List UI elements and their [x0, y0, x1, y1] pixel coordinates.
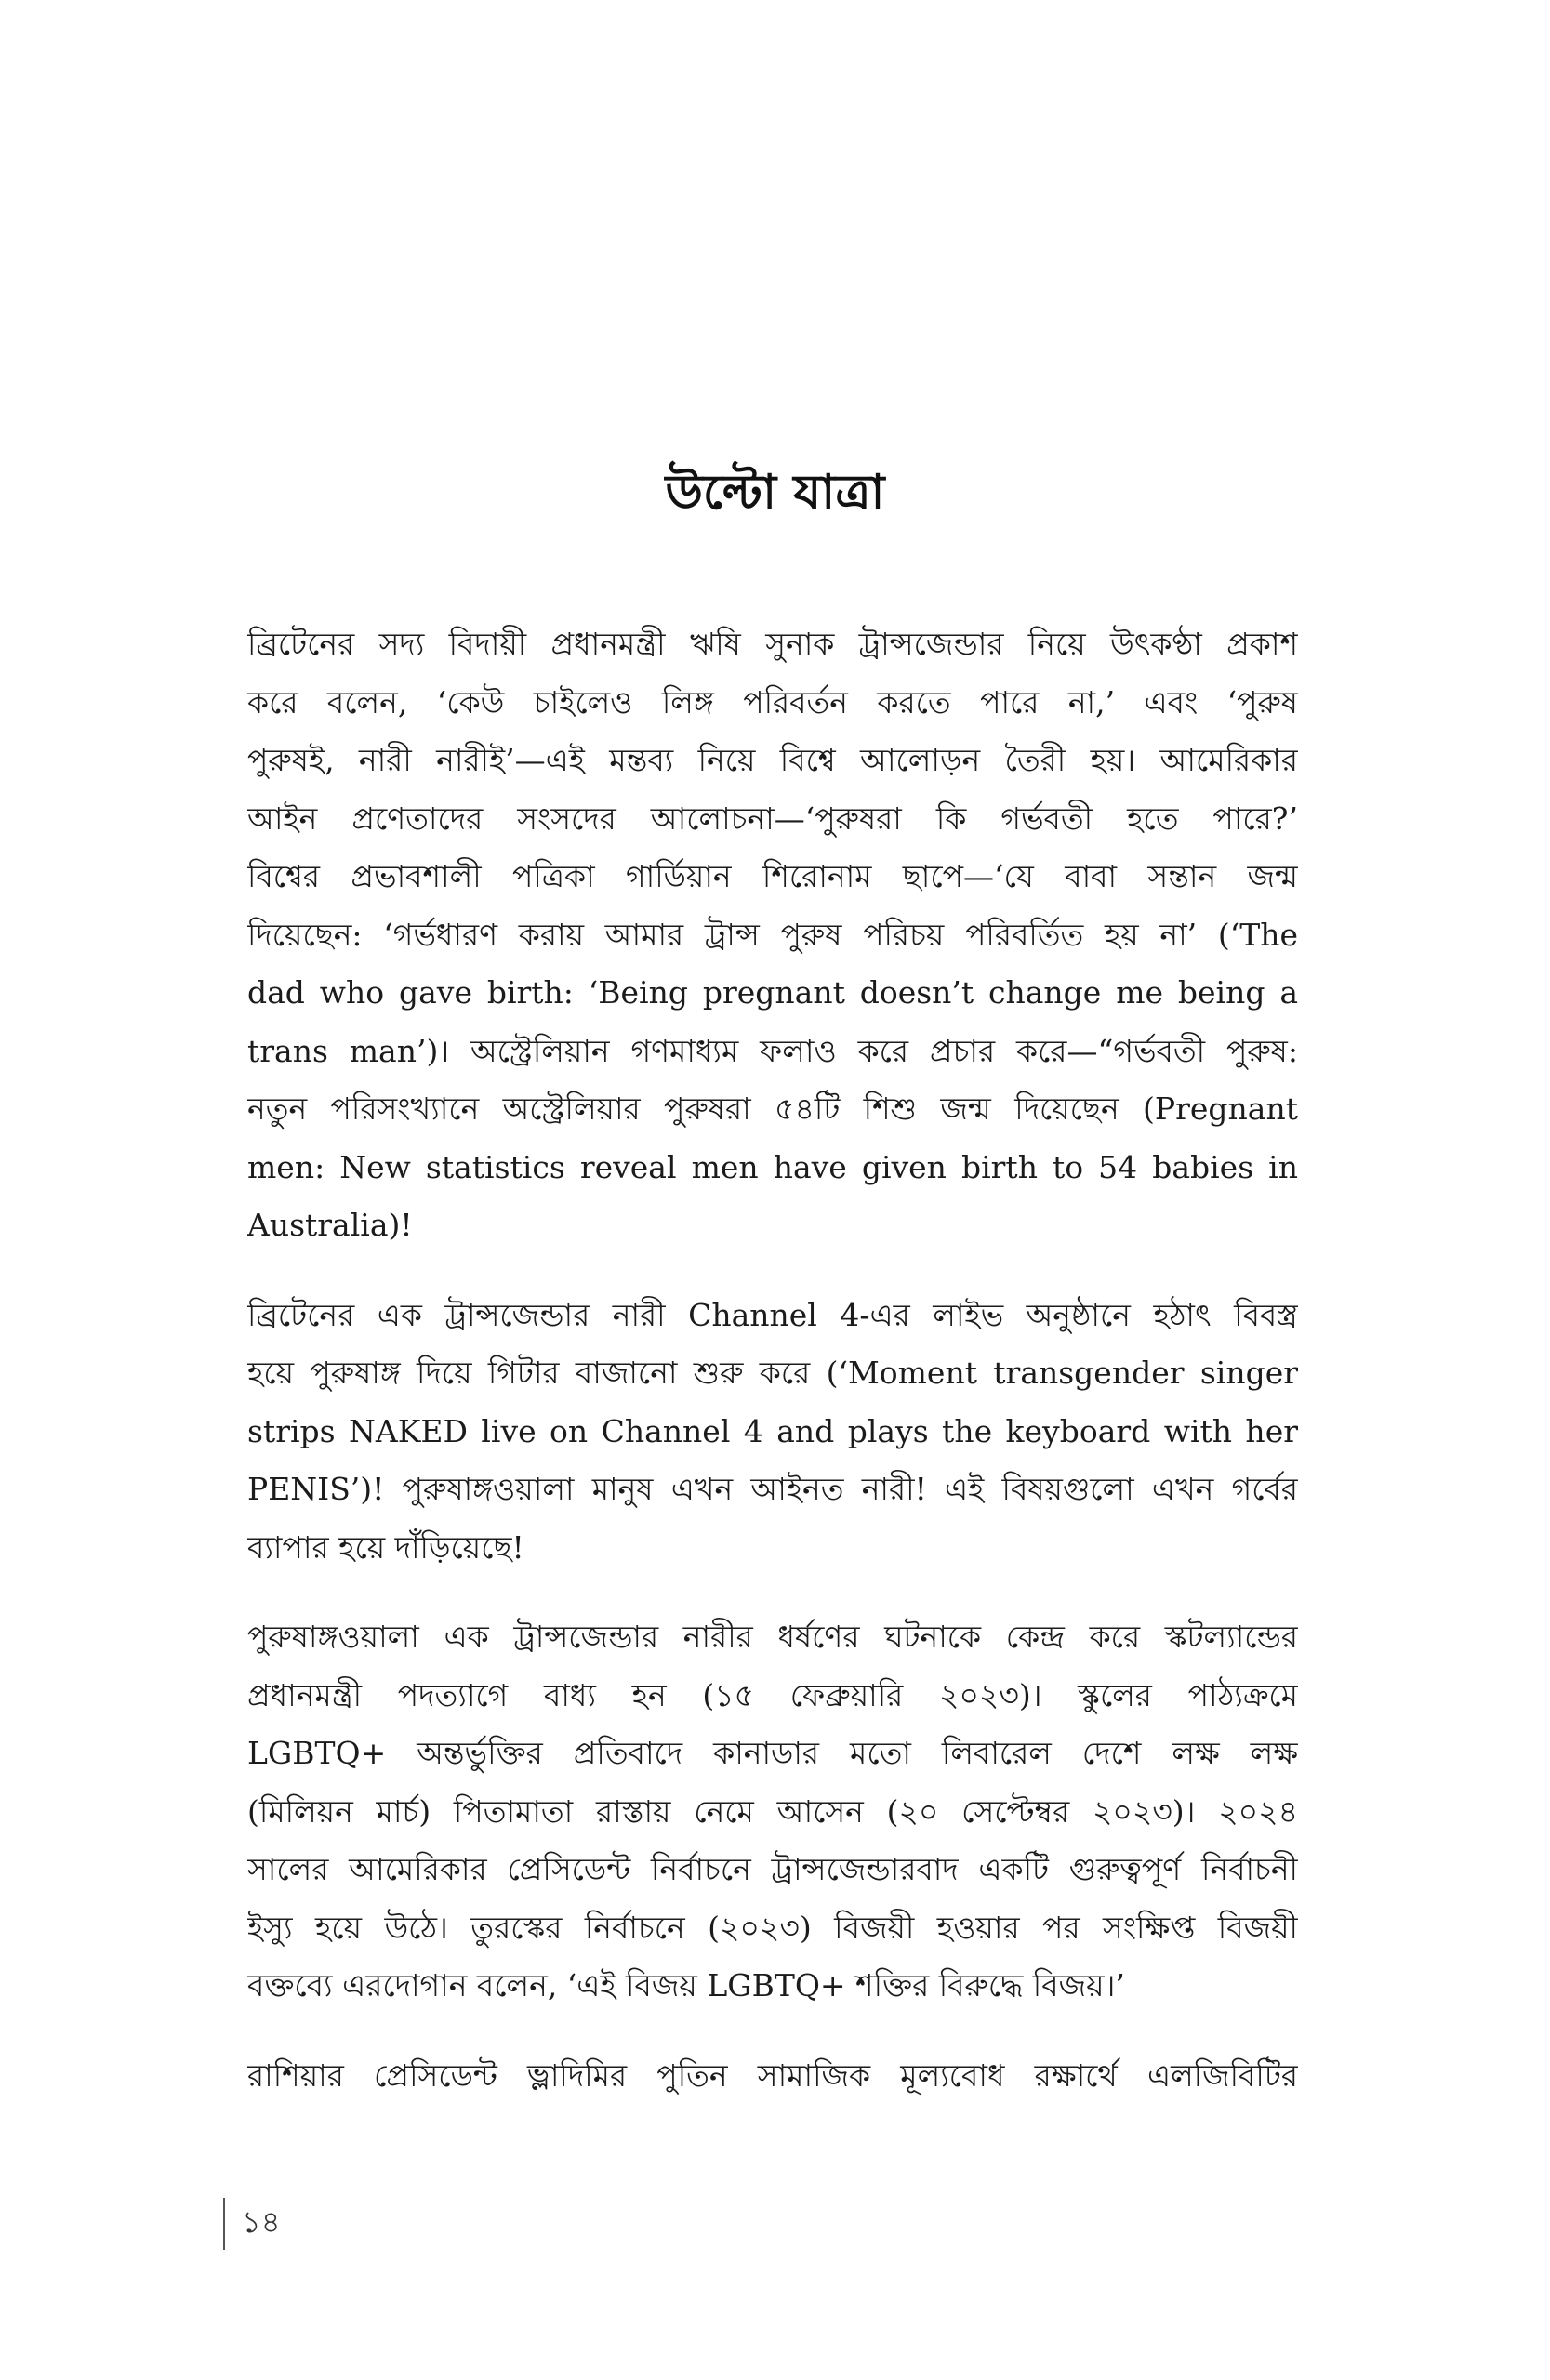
chapter-title: উল্টো যাত্রা — [665, 465, 885, 521]
paragraph-3 — [247, 1608, 1298, 2016]
text-line: করে বলেন, ‘কেউ চাইলেও লিঙ্গ পরিবর্তন করতে পারে না,’ এবং ‘পুরুষ — [247, 683, 1298, 721]
text-line: প্রধানমন্ত্রী পদত্যাগে বাধ্য হন (১৫ ফেব্রুয়ারি ২০২৩)। স্কুলের পাঠ্যক্রমে — [247, 1676, 1298, 1713]
text-line: men: New statistics reveal men have given birth to 54 babies in — [247, 1148, 1298, 1185]
body-text — [247, 615, 1298, 2105]
text-line: dad who gave birth: ‘Being pregnant doesn’t change me being a — [247, 974, 1298, 1011]
text-line: strips NAKED live on Channel 4 and plays the keyboard with her — [247, 1412, 1298, 1449]
paragraph-1 — [247, 615, 1298, 1255]
text-line: বিশ্বের প্রভাবশালী পত্রিকা গার্ডিয়ান শিরোনাম ছাপে—‘যে বাবা সন্তান জন্ম — [247, 858, 1298, 894]
text-line: রাশিয়ার প্রেসিডেন্ট ভ্লাদিমির পুতিন সামাজিক মূল্যবোধ রক্ষার্থে এলজিবিটির — [247, 2056, 1298, 2094]
text-line: পুরুষাঙ্গওয়ালা এক ট্রান্সজেন্ডার নারীর ধর্ষণের ঘটনাকে কেন্দ্র করে স্কটল্যান্ডের — [247, 1619, 1298, 1655]
paragraph-2 — [247, 1287, 1298, 1578]
text-line: PENIS’)! পুরুষাঙ্গওয়ালা মানুষ এখন আইনত নারী! এই বিষয়গুলো এখন গর্বের — [247, 1471, 1298, 1507]
text-line: হয়ে পুরুষাঙ্গ দিয়ে গিটার বাজানো শুরু করে (‘Moment transgender singer — [247, 1355, 1298, 1391]
text-line: পুরুষই, নারী নারীই’—এই মন্তব্য নিয়ে বিশ্বে আলোড়ন তৈরী হয়। আমেরিকার — [247, 742, 1298, 778]
text-line: নতুন পরিসংখ্যানে অস্ট্রেলিয়ার পুরুষরা ৫৪টি শিশু জন্ম দিয়েছেন (Pregnant — [247, 1091, 1298, 1127]
paragraph-4 — [247, 2047, 1298, 2106]
text-line: Australia)! — [247, 1207, 413, 1243]
page-number: ১৪ — [242, 2204, 281, 2240]
text-line: আইন প্রণেতাদের সংসদের আলোচনা—‘পুরুষরা কি গর্ভবতী হতে পারে?’ — [247, 800, 1298, 837]
text-line: trans man’)। অস্ট্রেলিয়ান গণমাধ্যম ফলাও করে প্রচার করে—“গর্ভবতী পুরুষ: — [247, 1032, 1298, 1069]
page-footer — [223, 2198, 281, 2250]
text-line: দিয়েছেন: ‘গর্ভধারণ করায় আমার ট্রান্স পুরুষ পরিচয় পরিবর্তিত হয় না’ (‘The — [247, 916, 1298, 953]
text-line: (মিলিয়ন মার্চ) পিতামাতা রাস্তায় নেমে আসেন (২০ সেপ্টেম্বর ২০২৩)। ২০২৪ — [247, 1792, 1298, 1830]
text-line: বক্তব্যে এরদোগান বলেন, ‘এই বিজয় LGBTQ+ শক্তির বিরুদ্ধে বিজয়।’ — [247, 1967, 1125, 2003]
footer-divider — [223, 2198, 225, 2250]
text-line: ব্রিটেনের সদ্য বিদায়ী প্রধানমন্ত্রী ঋষি সুনাক ট্রান্সজেন্ডার নিয়ে উৎকণ্ঠা প্রকাশ — [247, 626, 1298, 662]
text-line: সালের আমেরিকার প্রেসিডেন্ট নির্বাচনে ট্রান্সজেন্ডারবাদ একটি গুরুত্বপূর্ণ নির্বাচনী — [247, 1851, 1298, 1887]
text-line: LGBTQ+ অন্তর্ভুক্তির প্রতিবাদে কানাডার মতো লিবারেল দেশে লক্ষ লক্ষ — [247, 1735, 1298, 1771]
text-line: ব্যাপার হয়ে দাঁড়িয়েছে! — [247, 1528, 524, 1566]
text-line: ইস্যু হয়ে উঠে। তুরস্কের নির্বাচনে (২০২৩) বিজয়ী হওয়ার পর সংক্ষিপ্ত বিজয়ী — [247, 1909, 1298, 1946]
text-line: ব্রিটেনের এক ট্রান্সজেন্ডার নারী Channel 4-এর লাইভ অনুষ্ঠানে হঠাৎ বিবস্ত্র — [247, 1296, 1298, 1333]
